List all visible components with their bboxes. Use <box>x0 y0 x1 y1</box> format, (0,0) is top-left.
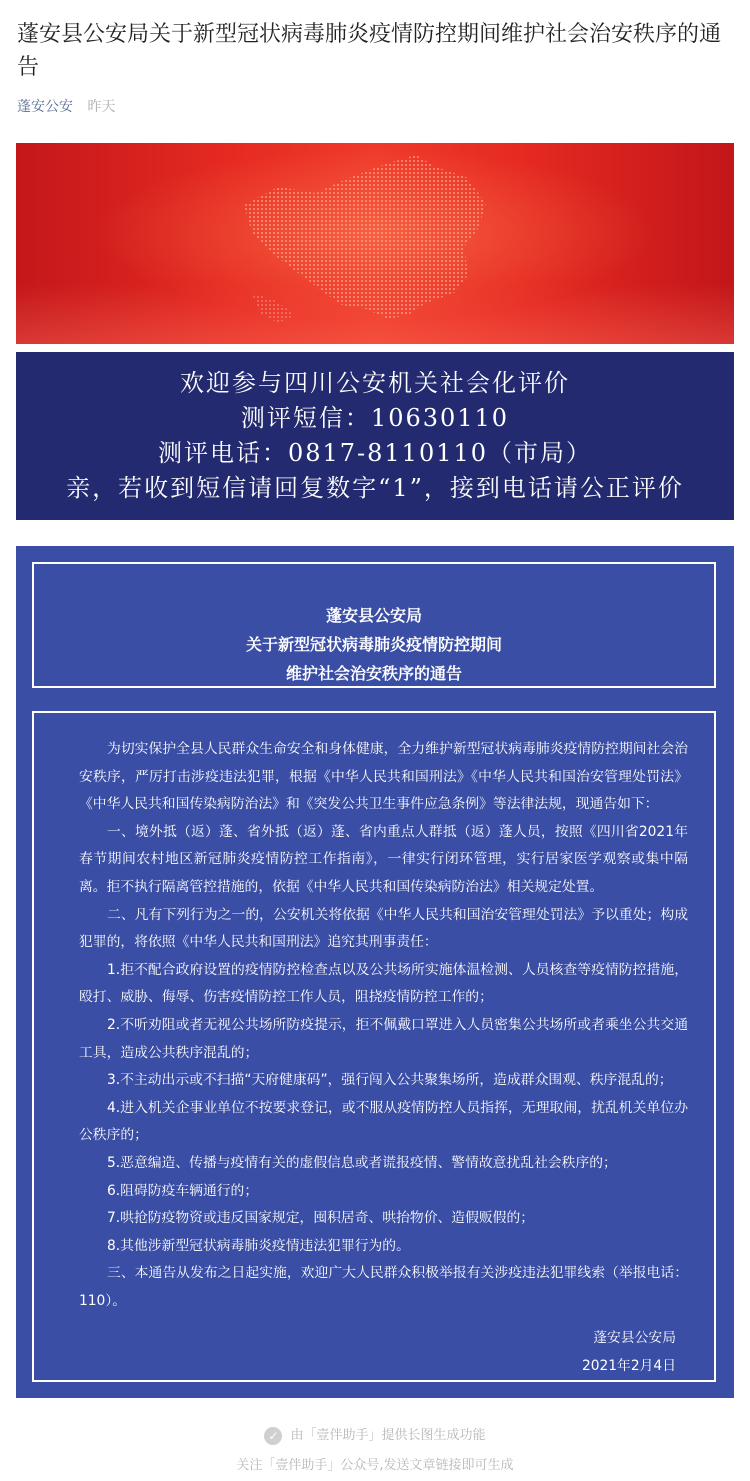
banner-line-3: 测评电话：0817-8110110（市局） <box>157 439 593 467</box>
notice-paragraph: 二、凡有下列行为之一的，公安机关将依据《中华人民共和国治安管理处罚法》予以重处；构成犯罪的，将依照《中华人民共和国刑法》追究其刑事责任： <box>79 906 688 951</box>
publish-date: 昨天 <box>87 99 116 115</box>
notice-paragraph: 4.进入机关企事业单位不按要求登记，或不服从疫情防控人员指挥，无理取闹，扰乱机关单位办公秩序的； <box>79 1099 688 1144</box>
notice-heading-line-1: 蓬安县公安局 <box>325 606 422 625</box>
notice-heading-line-2: 关于新型冠状病毒肺炎疫情防控期间 <box>245 635 502 654</box>
china-map-icon <box>16 143 734 344</box>
notice-paragraph: 2.不听劝阻或者无视公共场所防疫提示，拒不佩戴口罩进入人员密集公共场所或者乘坐公共交通工具，造成公共秩序混乱的； <box>79 1016 688 1061</box>
china-map-banner <box>16 143 734 344</box>
author-link[interactable]: 蓬安公安 <box>17 99 73 115</box>
notice-heading-line-3: 维护社会治安秩序的通告 <box>285 664 462 683</box>
notice-sign-date: 2021年2月4日 <box>581 1358 676 1375</box>
notice-body-frame <box>32 711 716 1382</box>
notice-paragraph: 8.其他涉新型冠状病毒肺炎疫情违法犯罪行为的。 <box>107 1237 410 1254</box>
footer-watermark <box>0 1424 750 1445</box>
notice-paragraph: 6.阻碍防疫车辆通行的； <box>107 1182 259 1199</box>
article-title: 蓬安县公安局关于新型冠状病毒肺炎疫情防控期间维护社会治安秩序的通告 <box>17 22 722 80</box>
notice-paragraph: 三、本通告从发布之日起实施，欢迎广大人民群众积极举报有关涉疫违法犯罪线索（举报电话：110）。 <box>79 1265 688 1309</box>
notice-paragraph: 7.哄抢防疫物资或违反国家规定，囤积居奇、哄抬物价、造假贩假的； <box>107 1210 535 1227</box>
footer-hint: 关注「壹伴助手」公众号,发送文章链接即可生成 <box>236 1458 514 1473</box>
evaluation-banner <box>16 352 734 520</box>
notice-paragraph: 一、境外抵（返）蓬、省外抵（返）蓬、省内重点人群抵（返）蓬人员，按照《四川省2021年春节期间农村地区新冠肺炎疫情防控工作指南》，一律实行闭环管理，实行居家医学观察或集中隔离。拒不执行隔离管控措施的，依据《中华人民共和国传染病防治法》相关规定处置。 <box>79 823 688 895</box>
notice-paragraph: 3.不主动出示或不扫描“天府健康码”，强行闯入公共聚集场所，造成群众围观、秩序混乱的； <box>107 1072 673 1089</box>
notice-paragraph: 5.恶意编造、传播与疫情有关的虚假信息或者谎报疫情、警情故意扰乱社会秩序的； <box>107 1154 617 1171</box>
banner-line-2: 测评短信：10630110 <box>240 404 510 432</box>
footer-line-1: 由「壹伴助手」提供长图生成功能 <box>290 1428 486 1443</box>
notice-paragraph: 为切实保护全县人民群众生命安全和身体健康，全力维护新型冠状病毒肺炎疫情防控期间社会治安秩序，严厉打击涉疫违法犯罪，根据《中华人民共和国刑法》《中华人民共和国治安管理处罚法》《中华人民共和国传染病防治法》和《突发公共卫生事件应急条例》等法律法规，现通告如下： <box>79 741 688 813</box>
banner-line-4: 亲，若收到短信请回复数字“1”，接到电话请公正评价 <box>66 474 684 502</box>
notice-panel <box>16 546 734 1398</box>
notice-signature: 蓬安县公安局 <box>593 1330 676 1347</box>
banner-line-1: 欢迎参与四川公安机关社会化评价 <box>180 369 570 397</box>
notice-heading-frame <box>32 562 716 688</box>
check-circle-icon: ✓ <box>264 1427 282 1445</box>
notice-paragraph: 1.拒不配合政府设置的疫情防控检查点以及公共场所实施体温检测、人员核查等疫情防控措施，殴打、威胁、侮辱、伤害疫情防控工作人员，阻挠疫情防控工作的； <box>79 961 688 1006</box>
article-meta <box>17 96 115 116</box>
